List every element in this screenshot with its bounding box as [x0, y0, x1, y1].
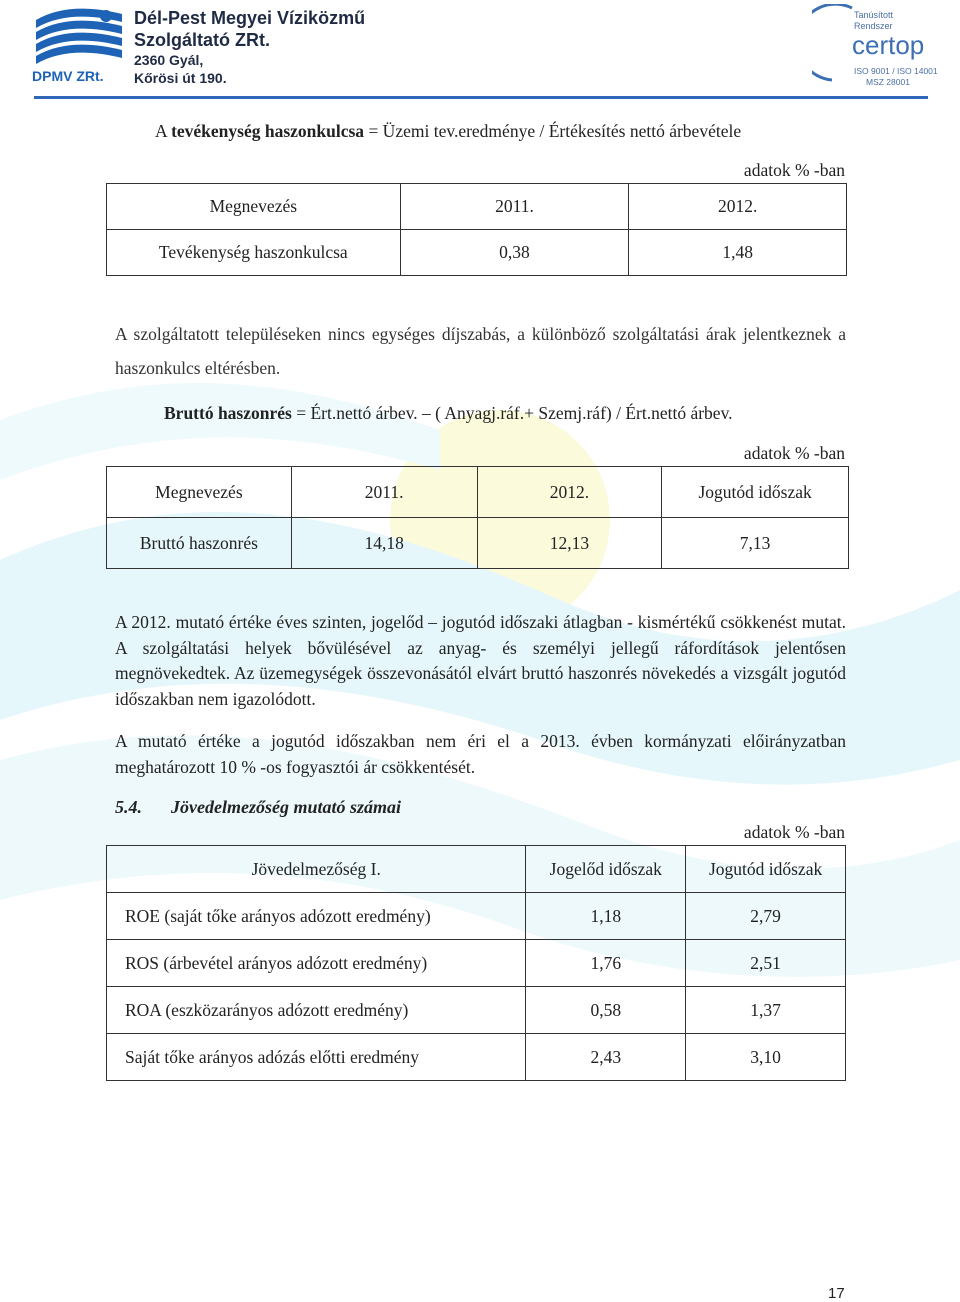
table-cell: 1,37	[686, 987, 846, 1034]
paragraph-dijszabas: A szolgáltatott településeken nincs egységes díjszabás, a különböző szolgáltatási árak jelentkeznek a haszonkulcs eltérésben.	[115, 324, 846, 378]
table-cell: 14,18	[291, 518, 477, 569]
table-cell: ROA (eszközarányos adózott eredmény)	[107, 987, 526, 1034]
table-cell: Tevékenység haszonkulcsa	[107, 230, 401, 276]
cert-line1: Tanúsított	[854, 10, 894, 20]
table-header-cell: Jogutód időszak	[662, 467, 849, 518]
table-cell: 1,76	[526, 940, 686, 987]
table-header-cell: 2012.	[477, 467, 662, 518]
table-cell: ROS (árbevétel arányos adózott eredmény)	[107, 940, 526, 987]
unit-label: adatok % -ban	[743, 822, 845, 842]
formula-term: tevékenység haszonkulcsa	[171, 121, 365, 141]
table-cell: 2,79	[686, 893, 846, 940]
haszonres-table	[106, 466, 849, 569]
table-row	[107, 893, 846, 940]
table-cell: 7,13	[662, 518, 849, 569]
cert-extra: MSZ 28001	[866, 77, 910, 85]
table-header-row	[107, 467, 849, 518]
logo-text: DPMV ZRt.	[32, 68, 104, 84]
table-cell: 0,38	[400, 230, 629, 276]
table-header-cell: Megnevezés	[107, 184, 401, 230]
company-name-line1: Dél-Pest Megyei Víziközmű	[134, 8, 366, 28]
table-row	[107, 230, 847, 276]
formula-rest: = Ért.nettó árbev. – ( Anyagj.ráf.+ Szemj.ráf) / Ért.nettó árbev.	[291, 403, 733, 423]
table-header-cell: Jogutód időszak	[686, 846, 846, 893]
table-header-cell: Megnevezés	[107, 467, 292, 518]
table-row	[107, 940, 846, 987]
table-cell: 1,48	[629, 230, 847, 276]
address-line2: Kőrösi út 190.	[134, 70, 227, 86]
address-line1: 2360 Gyál,	[134, 52, 204, 68]
table-cell: ROE (saját tőke arányos adózott eredmény)	[107, 893, 526, 940]
formula-haszonres	[164, 400, 733, 426]
table-header-cell: Jövedelmezőség I.	[107, 846, 526, 893]
formula-rest: = Üzemi tev.eredménye / Értékesítés nettó árbevétele	[364, 121, 742, 141]
section-title: Jövedelmezőség mutató számai	[171, 797, 401, 817]
table-cell: 12,13	[477, 518, 662, 569]
company-name-line2: Szolgáltató ZRt.	[134, 30, 270, 50]
table-cell: 0,58	[526, 987, 686, 1034]
cert-standard: ISO 9001 / ISO 14001	[854, 66, 938, 76]
table-header-cell: 2011.	[291, 467, 477, 518]
table-row	[107, 987, 846, 1034]
formula-prefix: A	[155, 121, 172, 141]
cert-brand: certop	[852, 30, 925, 60]
haszonkulcs-table	[106, 183, 847, 276]
formula-haszonkulcs	[155, 118, 741, 144]
unit-label: adatok % -ban	[743, 160, 845, 180]
table-cell: 2,43	[526, 1034, 686, 1081]
section-heading	[115, 797, 401, 818]
table-header-cell: Jogelőd időszak	[526, 846, 686, 893]
formula-term: Bruttó haszonrés	[164, 403, 292, 423]
jovedelmezoseg-table	[106, 845, 846, 1081]
table-cell: Bruttó haszonrés	[107, 518, 292, 569]
page-number: 17	[828, 1285, 845, 1302]
waves-logo-icon	[30, 6, 126, 68]
table-header-row	[107, 846, 846, 893]
table-cell: 3,10	[686, 1034, 846, 1081]
company-logo	[30, 6, 126, 84]
header-divider	[34, 96, 928, 99]
table-cell: 1,18	[526, 893, 686, 940]
table-header-row	[107, 184, 847, 230]
table-header-cell: 2012.	[629, 184, 847, 230]
section-number: 5.4.	[115, 797, 142, 817]
cert-line2: Rendszer	[854, 21, 893, 31]
table-row	[107, 518, 849, 569]
certification-logo	[812, 4, 938, 88]
table-cell: 2,51	[686, 940, 846, 987]
table-row	[107, 1034, 846, 1081]
paragraph-mutato-ertek: A mutató értéke a jogutód időszakban nem éri el a 2013. évben kormányzati előirányzatban meghatározott 10 % -os fogyasztói ár csökkentését.	[115, 731, 846, 777]
unit-label: adatok % -ban	[743, 443, 845, 463]
paragraph-haszonres-analysis: A 2012. mutató értéke éves szinten, jogelőd – jogutód időszaki átlagban - kismértékű csökkenést mutat. A szolgáltatási helyek bővülésével az anyag- és személyi jellegű ráfordítások jelentősen megnövekedtek. Az üzemegységek összevonásától elvárt bruttó haszonrés növekedés a vizsgált jogutód időszakban nem igazolódott.	[115, 612, 846, 709]
table-cell: Saját tőke arányos adózás előtti eredmény	[107, 1034, 526, 1081]
table-header-cell: 2011.	[400, 184, 629, 230]
